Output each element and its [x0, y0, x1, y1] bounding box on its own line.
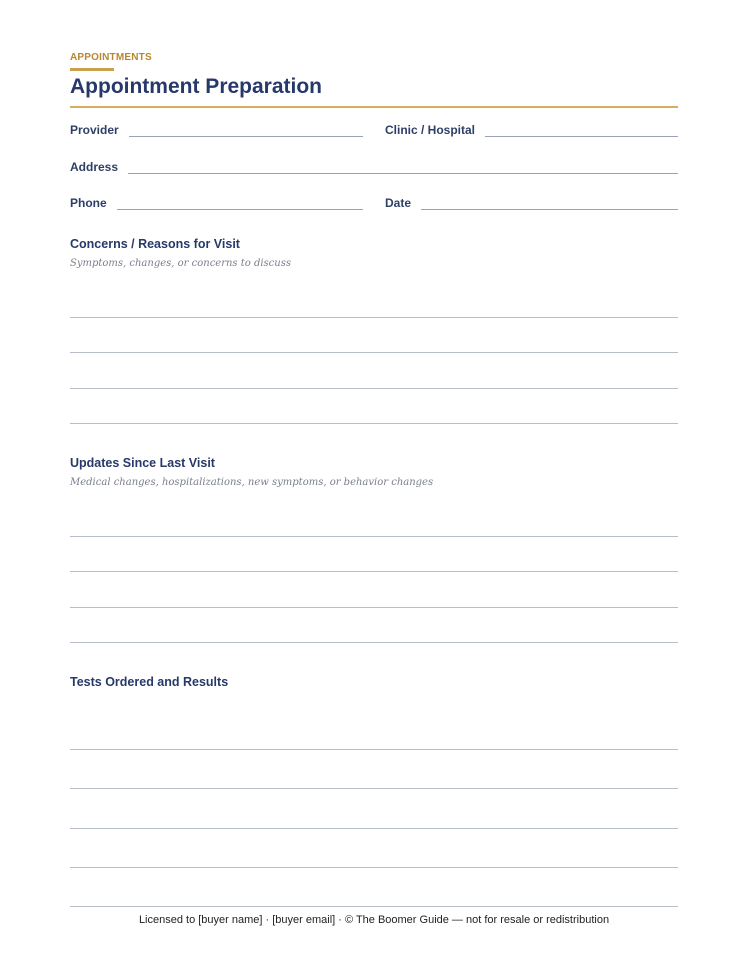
updates-section-subtitle: Medical changes, hospitalizations, new symptoms, or behavior changes — [70, 477, 434, 488]
phone-label: Phone — [70, 196, 107, 210]
tests-section-title: Tests Ordered and Results — [70, 675, 229, 689]
tests-write-line[interactable] — [70, 828, 678, 829]
license-footer: Licensed to [buyer name] · [buyer email] · © The Boomer Guide — not for resale or redistribution — [138, 914, 610, 926]
address-field — [70, 160, 678, 174]
clinic-input-line[interactable] — [485, 135, 678, 137]
updates-write-line[interactable] — [70, 607, 678, 608]
address-input-line[interactable] — [128, 172, 678, 174]
title-divider — [70, 106, 678, 108]
phone-field — [70, 196, 363, 210]
eyebrow-accent-bar — [70, 68, 114, 71]
tests-write-line[interactable] — [70, 788, 678, 789]
updates-write-line[interactable] — [70, 642, 678, 643]
provider-input-line[interactable] — [129, 135, 363, 137]
concerns-write-line[interactable] — [70, 388, 678, 389]
clinic-label: Clinic / Hospital — [385, 123, 476, 137]
section-eyebrow: APPOINTMENTS — [70, 52, 152, 63]
address-label: Address — [70, 160, 119, 174]
updates-section-title: Updates Since Last Visit — [70, 456, 215, 470]
tests-write-line[interactable] — [70, 867, 678, 868]
page-title: Appointment Preparation — [70, 75, 323, 98]
concerns-section-subtitle: Symptoms, changes, or concerns to discuss — [70, 258, 291, 269]
tests-write-line[interactable] — [70, 749, 678, 750]
concerns-write-line[interactable] — [70, 423, 678, 424]
provider-field — [70, 123, 363, 137]
worksheet-page — [70, 0, 678, 968]
tests-write-line[interactable] — [70, 906, 678, 907]
date-field — [385, 196, 678, 210]
date-input-line[interactable] — [421, 208, 678, 210]
provider-label: Provider — [70, 123, 119, 137]
updates-write-line[interactable] — [70, 571, 678, 572]
phone-input-line[interactable] — [117, 208, 363, 210]
date-label: Date — [385, 196, 412, 210]
concerns-write-line[interactable] — [70, 317, 678, 318]
concerns-write-line[interactable] — [70, 352, 678, 353]
clinic-field — [385, 123, 678, 137]
concerns-section-title: Concerns / Reasons for Visit — [70, 237, 240, 251]
updates-write-line[interactable] — [70, 536, 678, 537]
